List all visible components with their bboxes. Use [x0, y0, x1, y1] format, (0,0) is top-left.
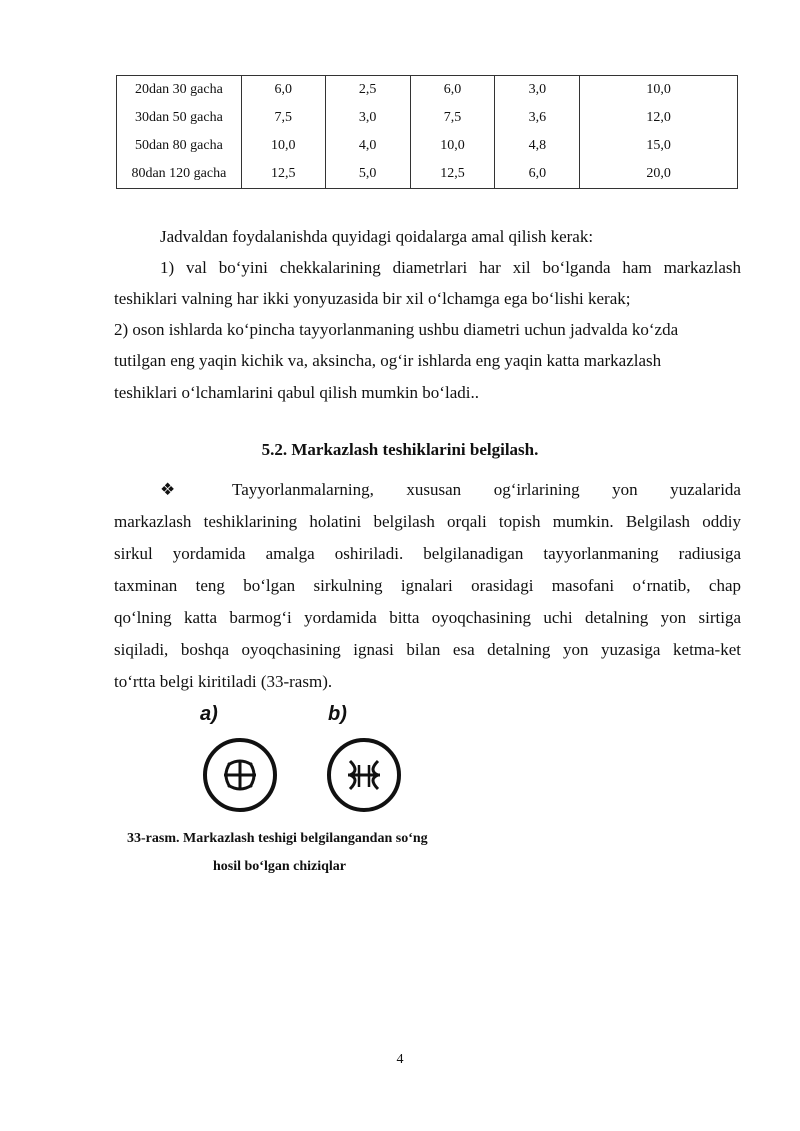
table-cell-range: 20dan 30 gacha	[117, 76, 242, 105]
table-cell-value: 3,6	[495, 104, 580, 132]
center-mark-b-icon	[324, 731, 404, 821]
rules-intro: Jadvaldan foydalanishda quyidagi qoidalarga amal qilish kerak:	[160, 227, 594, 246]
table-cell-range: 30dan 50 gacha	[117, 104, 242, 132]
table-row	[117, 104, 738, 132]
table-row	[117, 76, 738, 105]
word: og‘irlarining	[493, 480, 580, 499]
rule-1-line-1: 1) val bo‘yini chekkalarining diametrlari har xil bo‘lganda ham markazlash	[160, 258, 741, 277]
table-cell-value: 5,0	[325, 160, 410, 189]
rule-2-line-2: tutilgan eng yaqin kichik va, aksincha, og‘ir ishlarda eng yaqin katta markazlash	[114, 351, 662, 370]
table-cell-value: 6,0	[410, 76, 495, 105]
table-row	[117, 160, 738, 189]
section-heading: 5.2. Markazlash teshiklarini belgilash.	[261, 440, 539, 459]
page-number: 4	[396, 1052, 404, 1067]
section-line-1	[232, 474, 741, 505]
table-cell-value: 6,0	[495, 160, 580, 189]
figure-caption-line-2: hosil bo‘lgan chiziqlar	[213, 859, 347, 874]
word: yuzalarida	[670, 480, 741, 499]
table-cell-value: 4,8	[495, 132, 580, 160]
table-row	[117, 132, 738, 160]
word: yon	[612, 480, 638, 499]
bullet-diamond-icon: ❖	[160, 480, 176, 499]
table-cell-value: 12,5	[410, 160, 495, 189]
figure-a-label: a)	[200, 703, 218, 725]
figure-b-label: b)	[328, 703, 347, 725]
dimensions-table	[116, 75, 738, 189]
rule-2-line-3: teshiklari o‘lchamlarini qabul qilish mumkin bo‘ladi..	[114, 383, 479, 402]
table-cell-value: 20,0	[580, 160, 738, 189]
table-cell-range: 50dan 80 gacha	[117, 132, 242, 160]
section-line-4: taxminan teng bo‘lgan sirkulning ignalari orasidagi masofani o‘rnatib, chap	[114, 576, 741, 595]
table-cell-value: 10,0	[410, 132, 495, 160]
section-line-6: siqiladi, boshqa oyoqchasining ignasi bilan esa detalning yon yuzasiga ketma-ket	[114, 640, 741, 659]
table-cell-value: 3,0	[325, 104, 410, 132]
table-cell-value: 15,0	[580, 132, 738, 160]
table-cell-value: 12,0	[580, 104, 738, 132]
section-line-5: qo‘lning katta barmog‘i yordamida bitta oyoqchasining uchi detalning yon sirtiga	[114, 608, 741, 627]
section-line-3: sirkul yordamida amalga oshiriladi. belgilanadigan tayyorlanmaning radiusiga	[114, 544, 741, 563]
table-cell-value: 3,0	[495, 76, 580, 105]
section-line-7: to‘rtta belgi kiritiladi (33-rasm).	[114, 672, 333, 691]
table-cell-value: 10,0	[580, 76, 738, 105]
section-line-2: markazlash teshiklarining holatini belgilash orqali topish mumkin. Belgilash oddiy	[114, 512, 741, 531]
word: xususan	[406, 480, 462, 499]
table-cell-value: 2,5	[325, 76, 410, 105]
rule-2-line-1: 2) oson ishlarda ko‘pincha tayyorlanmaning ushbu diametri uchun jadvalda ko‘zda	[114, 320, 679, 339]
center-mark-a-icon	[200, 731, 280, 821]
rule-1-line-2: teshiklari valning har ikki yonyuzasida bir xil o‘lchamga ega bo‘lishi kerak;	[114, 289, 631, 308]
word: Tayyorlanmalarning,	[232, 480, 374, 499]
table-cell-value: 7,5	[241, 104, 325, 132]
table-cell-value: 4,0	[325, 132, 410, 160]
figure-caption-line-1: 33-rasm. Markazlash teshigi belgilangandan so‘ng	[127, 831, 428, 846]
table-cell-range: 80dan 120 gacha	[117, 160, 242, 189]
table-cell-value: 6,0	[241, 76, 325, 105]
table-cell-value: 12,5	[241, 160, 325, 189]
table-cell-value: 10,0	[241, 132, 325, 160]
table-cell-value: 7,5	[410, 104, 495, 132]
